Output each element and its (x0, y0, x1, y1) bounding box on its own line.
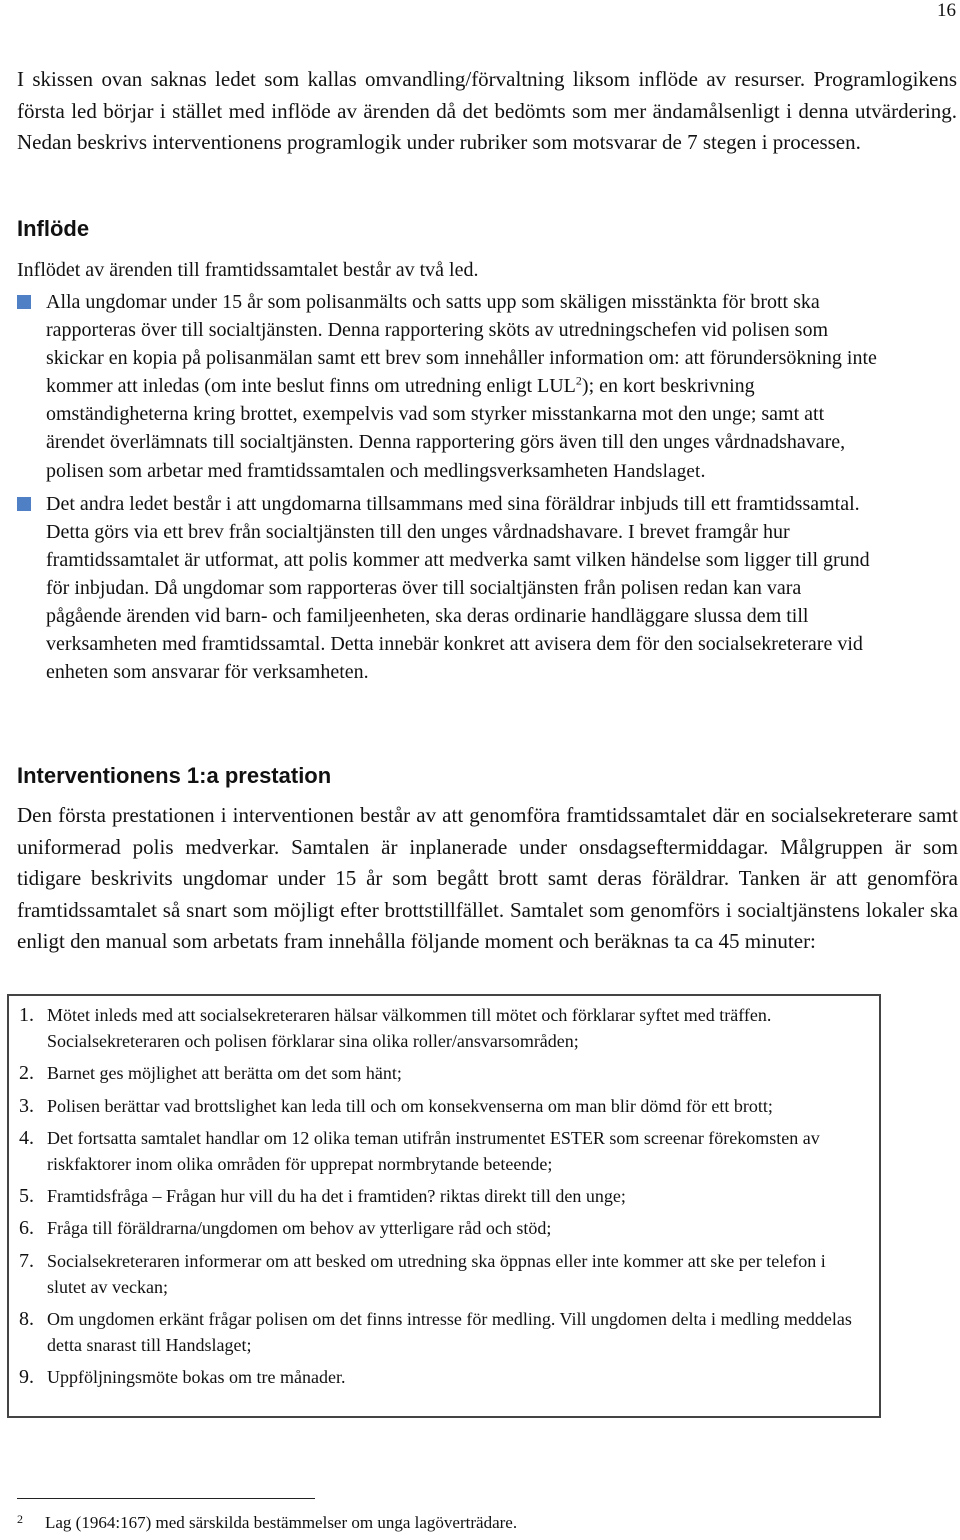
step-text: Det fortsatta samtalet handlar om 12 olika teman utifrån instrumentet ESTER som screenar förekomsten av riskfaktorer inom olika områden för upprepat normbrytande beteende; (47, 1127, 820, 1175)
step-item (19, 1248, 869, 1300)
step-text: Socialsekreteraren informerar om att besked om utredning ska öppnas eller inte kommer att ske per telefon i slutet av veckan; (47, 1250, 826, 1297)
step-item (19, 1306, 869, 1358)
bullet-item (17, 490, 877, 687)
step-number: 2. (19, 1062, 34, 1085)
step-text: Fråga till föräldrarna/ungdomen om behov av ytterligare råd och stöd; (47, 1218, 552, 1239)
step-number: 9. (19, 1366, 34, 1389)
section-heading-inflode: Inflöde (17, 216, 90, 241)
step-text: Polisen berättar vad brottslighet kan leda till och om konsekvenserna om man blir dömd för ett brott; (47, 1095, 773, 1116)
bullet-text-end: . (700, 459, 706, 482)
step-number: 1. (19, 1004, 34, 1026)
step-number: 5. (19, 1185, 34, 1208)
step-number: 6. (19, 1217, 34, 1240)
footnote-reference[interactable]: 2 (575, 373, 582, 388)
step-text: Framtidsfråga – Frågan hur vill du ha det i framtiden? riktas direkt till den unge; (47, 1186, 626, 1207)
bullet-text: Det andra ledet består i att ungdomarna tillsammans med sina föräldrar inbjuds till ett framtidssamtal. Detta görs via ett brev från socialtjänsten till den unges vårdnadshavare. I brevet framgår hur framtidssamtalet är utformat, att polis kommer att medverka samt vilken händelse som ligger till grund för inbjudan. Då ungdomar som rapporteras över till socialtjänsten från polisen redan kan vara pågående ärenden vid barn- och familjeenheten, ska deras ordinarie handläggare slussa dem till verksamheten med framtidssamtal. Detta innebär konkret att avisera dem för den socialsekreterare vid enheten som ansvarar för verksamheten. (46, 492, 870, 684)
inflode-lead-text: Inflödet av ärenden till framtidssamtalet består av två led. (17, 259, 479, 281)
section-heading-prestation: Interventionens 1:a prestation (17, 763, 332, 788)
bullet-text-start: Alla ungdomar under 15 år som polisanmälts och satts upp som skäligen misstänkta för brott ska rapporteras över till socialtjänsten. Denna rapportering sköts av utredningschefen vid polisen som skickar en kopia på polisanmälan samt ett brev som innehåller information om: att förundersökning inte kommer att inledas (om inte beslut finns om utredning enligt LUL (46, 291, 877, 398)
organization-name: Handslaget (613, 460, 701, 482)
bullet-item (17, 288, 877, 486)
footnote-text: Lag (1964:167) med särskilda bestämmelser om unga lagöverträdare. (45, 1513, 518, 1532)
steps-box (7, 994, 881, 1418)
step-number: 8. (19, 1308, 34, 1331)
intro-paragraph: I skissen ovan saknas ledet som kallas omvandling/förvaltning liksom inflöde av resurser. Programlogikens första led börjar i stället med inflöde av ärenden då det bedömts som mer ändamålsenligt i denna utvärdering. Nedan beskrivs interventionens programlogik under rubriker som motsvarar de 7 stegen i processen. (17, 67, 957, 154)
footnote-marker: 2 (17, 1512, 23, 1526)
prestation-paragraph: Den första prestationen i interventionen består av att genomföra framtidssamtalet där en socialsekreterare samt uniformerad polis medverkar. Samtalen är inplanerade under onsdagseftermiddagar. Målgruppen är som tidigare beskrivits ungdomar under 15 år som begått brott samt deras föräldrar. Tanken är att genomföra framtidssamtalet så snart som möjligt efter brottstillfället. Samtalet som genomförs i socialtjänstens lokaler ska enligt den manual som arbetats fram innehålla följande moment och beräknas ta ca 45 minuter: (17, 803, 958, 954)
step-text: Om ungdomen erkänt frågar polisen om det finns intresse för medling. Vill ungdomen delta i medling meddelas detta snarast till Handslaget; (47, 1309, 852, 1356)
step-item (19, 1093, 869, 1119)
step-item (19, 1060, 869, 1086)
bullet-text-continued: ); en kort beskrivning omständigheterna kring brottet, exempelvis vad som styrker misstankarna mot den unge; samt att ärendet överlämnats till socialtjänsten. Denna rapportering görs även till den unges vårdnadshavare, polisen som arbetar med framtidssamtalen och medlingsverksamheten (46, 375, 846, 482)
step-item (19, 1364, 869, 1390)
step-number: 4. (19, 1126, 34, 1149)
steps-list (19, 1002, 869, 1391)
step-item (19, 1215, 869, 1241)
step-number: 7. (19, 1249, 34, 1272)
page-number: 16 (937, 0, 956, 21)
step-item (19, 1183, 869, 1209)
step-text: Barnet ges möjlighet att berätta om det som hänt; (47, 1063, 402, 1084)
step-number: 3. (19, 1094, 34, 1117)
step-text: Mötet inleds med att socialsekreteraren hälsar välkommen till mötet och förklarar syftet med träffen. Socialsekreteraren och polisen förklarar sina olika roller/ansvarsområden; (47, 1005, 772, 1052)
step-text: Uppföljningsmöte bokas om tre månader. (47, 1367, 346, 1388)
step-item (19, 1002, 869, 1054)
square-bullet-icon (17, 295, 31, 309)
footnote-divider (17, 1498, 315, 1499)
step-item (19, 1125, 869, 1177)
inflode-bullet-list (17, 288, 877, 690)
square-bullet-icon (17, 497, 31, 511)
